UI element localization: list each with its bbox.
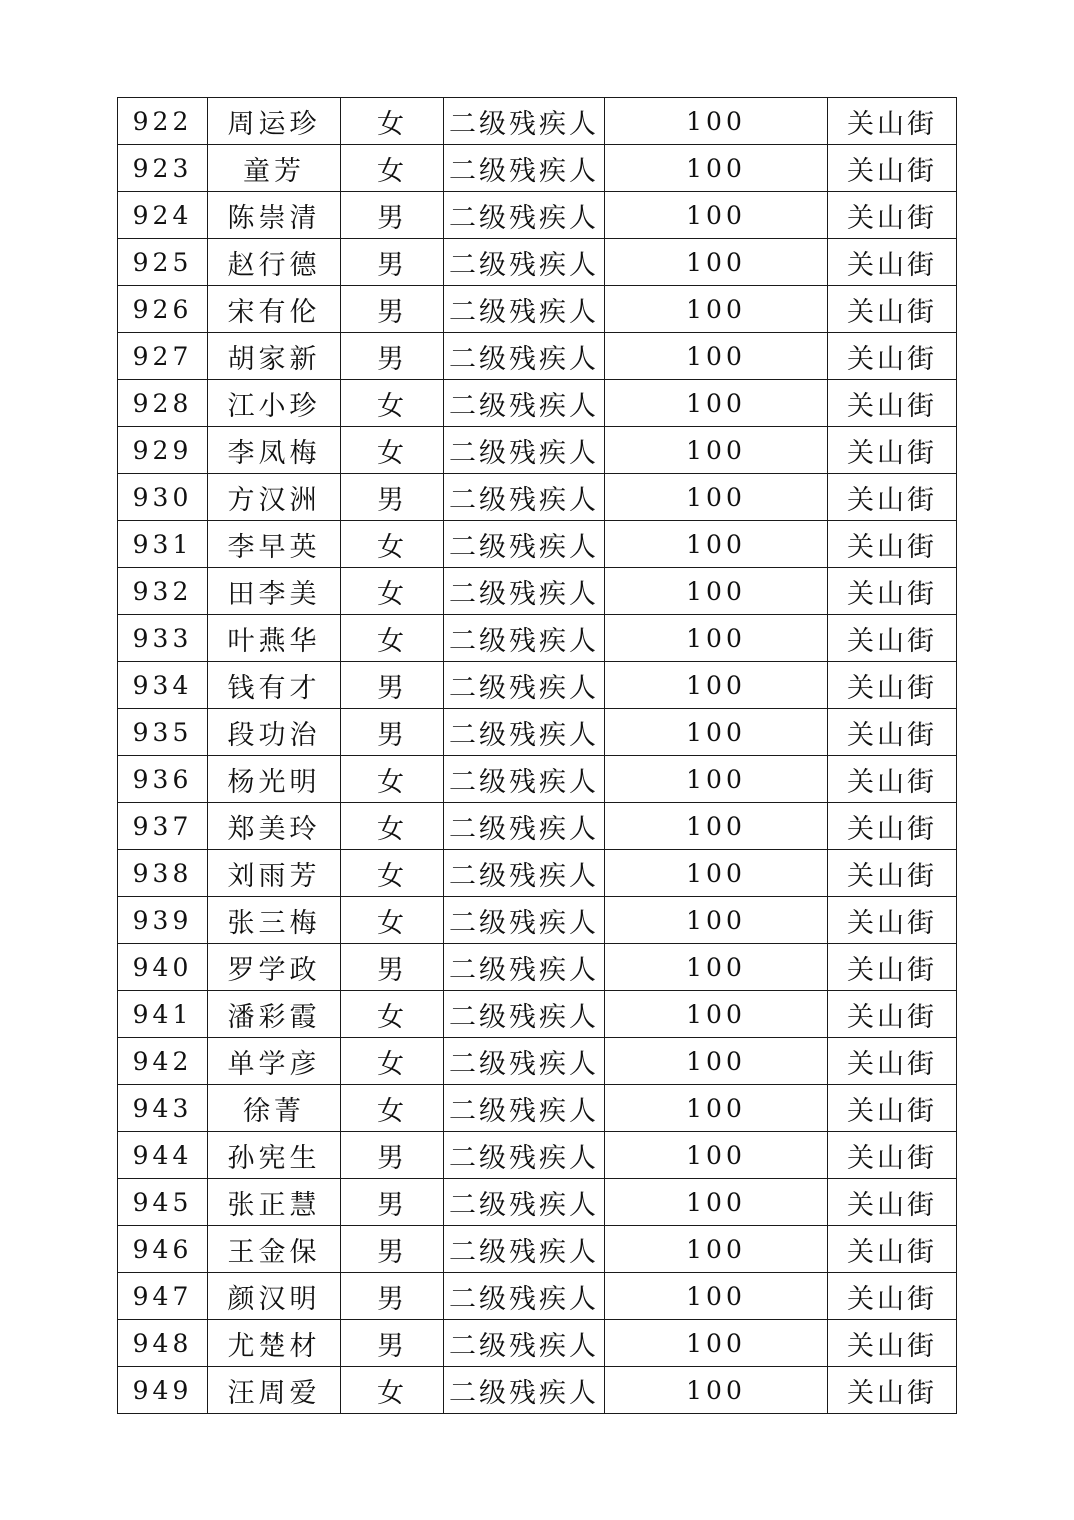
disability-category-cell: 二级残疾人 <box>444 474 605 521</box>
amount-cell: 100 <box>605 521 828 568</box>
name-cell: 方汉洲 <box>208 474 341 521</box>
gender-cell: 女 <box>341 1038 444 1085</box>
gender-cell: 女 <box>341 756 444 803</box>
disability-category-cell: 二级残疾人 <box>444 662 605 709</box>
serial-number-cell: 944 <box>118 1132 208 1179</box>
street-cell: 关山街 <box>828 897 957 944</box>
serial-number-cell: 933 <box>118 615 208 662</box>
street-cell: 关山街 <box>828 944 957 991</box>
street-cell: 关山街 <box>828 427 957 474</box>
table-row <box>118 286 957 333</box>
table-row <box>118 1085 957 1132</box>
gender-cell: 女 <box>341 803 444 850</box>
gender-cell: 女 <box>341 991 444 1038</box>
disability-category-cell: 二级残疾人 <box>444 756 605 803</box>
amount-cell: 100 <box>605 286 828 333</box>
disability-category-cell: 二级残疾人 <box>444 1085 605 1132</box>
table-row <box>118 1320 957 1367</box>
amount-cell: 100 <box>605 98 828 145</box>
disability-category-cell: 二级残疾人 <box>444 850 605 897</box>
name-cell: 胡家新 <box>208 333 341 380</box>
table-row <box>118 709 957 756</box>
disability-category-cell: 二级残疾人 <box>444 568 605 615</box>
disability-category-cell: 二级残疾人 <box>444 1320 605 1367</box>
gender-cell: 女 <box>341 1085 444 1132</box>
amount-cell: 100 <box>605 1226 828 1273</box>
gender-cell: 女 <box>341 615 444 662</box>
amount-cell: 100 <box>605 568 828 615</box>
name-cell: 单学彦 <box>208 1038 341 1085</box>
amount-cell: 100 <box>605 1179 828 1226</box>
name-cell: 张三梅 <box>208 897 341 944</box>
table-row <box>118 1226 957 1273</box>
serial-number-cell: 947 <box>118 1273 208 1320</box>
gender-cell: 男 <box>341 1273 444 1320</box>
serial-number-cell: 928 <box>118 380 208 427</box>
table-row <box>118 1367 957 1414</box>
gender-cell: 男 <box>341 239 444 286</box>
amount-cell: 100 <box>605 897 828 944</box>
gender-cell: 女 <box>341 1367 444 1414</box>
name-cell: 郑美玲 <box>208 803 341 850</box>
serial-number-cell: 941 <box>118 991 208 1038</box>
disability-category-cell: 二级残疾人 <box>444 991 605 1038</box>
street-cell: 关山街 <box>828 1367 957 1414</box>
name-cell: 宋有伦 <box>208 286 341 333</box>
street-cell: 关山街 <box>828 1226 957 1273</box>
table-row <box>118 662 957 709</box>
amount-cell: 100 <box>605 1085 828 1132</box>
disability-category-cell: 二级残疾人 <box>444 709 605 756</box>
street-cell: 关山街 <box>828 568 957 615</box>
street-cell: 关山街 <box>828 803 957 850</box>
gender-cell: 女 <box>341 145 444 192</box>
serial-number-cell: 936 <box>118 756 208 803</box>
gender-cell: 男 <box>341 662 444 709</box>
serial-number-cell: 939 <box>118 897 208 944</box>
gender-cell: 女 <box>341 98 444 145</box>
name-cell: 钱有才 <box>208 662 341 709</box>
disability-category-cell: 二级残疾人 <box>444 615 605 662</box>
disability-category-cell: 二级残疾人 <box>444 286 605 333</box>
name-cell: 陈崇清 <box>208 192 341 239</box>
amount-cell: 100 <box>605 850 828 897</box>
table-row <box>118 333 957 380</box>
street-cell: 关山街 <box>828 333 957 380</box>
gender-cell: 男 <box>341 944 444 991</box>
name-cell: 叶燕华 <box>208 615 341 662</box>
serial-number-cell: 937 <box>118 803 208 850</box>
amount-cell: 100 <box>605 239 828 286</box>
serial-number-cell: 929 <box>118 427 208 474</box>
table-row <box>118 145 957 192</box>
serial-number-cell: 938 <box>118 850 208 897</box>
disability-category-cell: 二级残疾人 <box>444 944 605 991</box>
street-cell: 关山街 <box>828 474 957 521</box>
table-row <box>118 1273 957 1320</box>
street-cell: 关山街 <box>828 1273 957 1320</box>
name-cell: 赵行德 <box>208 239 341 286</box>
gender-cell: 女 <box>341 897 444 944</box>
serial-number-cell: 935 <box>118 709 208 756</box>
table-row <box>118 944 957 991</box>
gender-cell: 女 <box>341 521 444 568</box>
disability-category-cell: 二级残疾人 <box>444 192 605 239</box>
street-cell: 关山街 <box>828 286 957 333</box>
table-row <box>118 474 957 521</box>
gender-cell: 女 <box>341 850 444 897</box>
serial-number-cell: 948 <box>118 1320 208 1367</box>
amount-cell: 100 <box>605 1273 828 1320</box>
gender-cell: 男 <box>341 1320 444 1367</box>
amount-cell: 100 <box>605 803 828 850</box>
amount-cell: 100 <box>605 1320 828 1367</box>
amount-cell: 100 <box>605 333 828 380</box>
serial-number-cell: 942 <box>118 1038 208 1085</box>
name-cell: 潘彩霞 <box>208 991 341 1038</box>
table-row <box>118 1038 957 1085</box>
disability-category-cell: 二级残疾人 <box>444 897 605 944</box>
disability-category-cell: 二级残疾人 <box>444 98 605 145</box>
street-cell: 关山街 <box>828 239 957 286</box>
name-cell: 罗学政 <box>208 944 341 991</box>
name-cell: 李早英 <box>208 521 341 568</box>
street-cell: 关山街 <box>828 380 957 427</box>
table-row <box>118 1132 957 1179</box>
gender-cell: 男 <box>341 286 444 333</box>
amount-cell: 100 <box>605 427 828 474</box>
serial-number-cell: 925 <box>118 239 208 286</box>
table-row <box>118 192 957 239</box>
name-cell: 江小珍 <box>208 380 341 427</box>
serial-number-cell: 922 <box>118 98 208 145</box>
street-cell: 关山街 <box>828 145 957 192</box>
table-row <box>118 380 957 427</box>
serial-number-cell: 940 <box>118 944 208 991</box>
gender-cell: 女 <box>341 427 444 474</box>
gender-cell: 男 <box>341 1179 444 1226</box>
gender-cell: 女 <box>341 568 444 615</box>
serial-number-cell: 931 <box>118 521 208 568</box>
disability-category-cell: 二级残疾人 <box>444 427 605 474</box>
street-cell: 关山街 <box>828 1320 957 1367</box>
street-cell: 关山街 <box>828 1179 957 1226</box>
table-row <box>118 427 957 474</box>
name-cell: 徐菁 <box>208 1085 341 1132</box>
amount-cell: 100 <box>605 474 828 521</box>
amount-cell: 100 <box>605 380 828 427</box>
serial-number-cell: 926 <box>118 286 208 333</box>
amount-cell: 100 <box>605 1038 828 1085</box>
gender-cell: 男 <box>341 1132 444 1179</box>
serial-number-cell: 946 <box>118 1226 208 1273</box>
name-cell: 刘雨芳 <box>208 850 341 897</box>
roster-table-body <box>118 98 957 1414</box>
serial-number-cell: 945 <box>118 1179 208 1226</box>
name-cell: 颜汉明 <box>208 1273 341 1320</box>
disability-category-cell: 二级残疾人 <box>444 803 605 850</box>
street-cell: 关山街 <box>828 850 957 897</box>
amount-cell: 100 <box>605 1367 828 1414</box>
amount-cell: 100 <box>605 662 828 709</box>
name-cell: 李凤梅 <box>208 427 341 474</box>
gender-cell: 女 <box>341 380 444 427</box>
street-cell: 关山街 <box>828 1038 957 1085</box>
table-row <box>118 1179 957 1226</box>
name-cell: 孙宪生 <box>208 1132 341 1179</box>
disability-category-cell: 二级残疾人 <box>444 521 605 568</box>
serial-number-cell: 930 <box>118 474 208 521</box>
table-row <box>118 803 957 850</box>
amount-cell: 100 <box>605 1132 828 1179</box>
name-cell: 尤楚材 <box>208 1320 341 1367</box>
serial-number-cell: 943 <box>118 1085 208 1132</box>
disability-category-cell: 二级残疾人 <box>444 1038 605 1085</box>
amount-cell: 100 <box>605 709 828 756</box>
street-cell: 关山街 <box>828 521 957 568</box>
table-row <box>118 521 957 568</box>
roster-table <box>117 97 957 1414</box>
serial-number-cell: 923 <box>118 145 208 192</box>
name-cell: 王金保 <box>208 1226 341 1273</box>
street-cell: 关山街 <box>828 1085 957 1132</box>
disability-category-cell: 二级残疾人 <box>444 1226 605 1273</box>
disability-category-cell: 二级残疾人 <box>444 333 605 380</box>
street-cell: 关山街 <box>828 1132 957 1179</box>
table-row <box>118 897 957 944</box>
gender-cell: 男 <box>341 333 444 380</box>
name-cell: 周运珍 <box>208 98 341 145</box>
table-row <box>118 239 957 286</box>
amount-cell: 100 <box>605 615 828 662</box>
name-cell: 段功治 <box>208 709 341 756</box>
amount-cell: 100 <box>605 944 828 991</box>
street-cell: 关山街 <box>828 991 957 1038</box>
gender-cell: 男 <box>341 709 444 756</box>
table-row <box>118 850 957 897</box>
disability-category-cell: 二级残疾人 <box>444 145 605 192</box>
table-row <box>118 615 957 662</box>
gender-cell: 男 <box>341 1226 444 1273</box>
street-cell: 关山街 <box>828 192 957 239</box>
disability-category-cell: 二级残疾人 <box>444 380 605 427</box>
amount-cell: 100 <box>605 756 828 803</box>
amount-cell: 100 <box>605 145 828 192</box>
disability-category-cell: 二级残疾人 <box>444 1132 605 1179</box>
street-cell: 关山街 <box>828 662 957 709</box>
disability-category-cell: 二级残疾人 <box>444 1273 605 1320</box>
serial-number-cell: 924 <box>118 192 208 239</box>
serial-number-cell: 932 <box>118 568 208 615</box>
gender-cell: 男 <box>341 474 444 521</box>
amount-cell: 100 <box>605 991 828 1038</box>
name-cell: 汪周爱 <box>208 1367 341 1414</box>
street-cell: 关山街 <box>828 756 957 803</box>
name-cell: 杨光明 <box>208 756 341 803</box>
table-row <box>118 568 957 615</box>
serial-number-cell: 934 <box>118 662 208 709</box>
name-cell: 张正慧 <box>208 1179 341 1226</box>
serial-number-cell: 927 <box>118 333 208 380</box>
amount-cell: 100 <box>605 192 828 239</box>
table-row <box>118 756 957 803</box>
gender-cell: 男 <box>341 192 444 239</box>
street-cell: 关山街 <box>828 98 957 145</box>
street-cell: 关山街 <box>828 709 957 756</box>
serial-number-cell: 949 <box>118 1367 208 1414</box>
disability-category-cell: 二级残疾人 <box>444 1179 605 1226</box>
disability-category-cell: 二级残疾人 <box>444 239 605 286</box>
table-row <box>118 98 957 145</box>
name-cell: 田李美 <box>208 568 341 615</box>
name-cell: 童芳 <box>208 145 341 192</box>
table-row <box>118 991 957 1038</box>
disability-category-cell: 二级残疾人 <box>444 1367 605 1414</box>
street-cell: 关山街 <box>828 615 957 662</box>
